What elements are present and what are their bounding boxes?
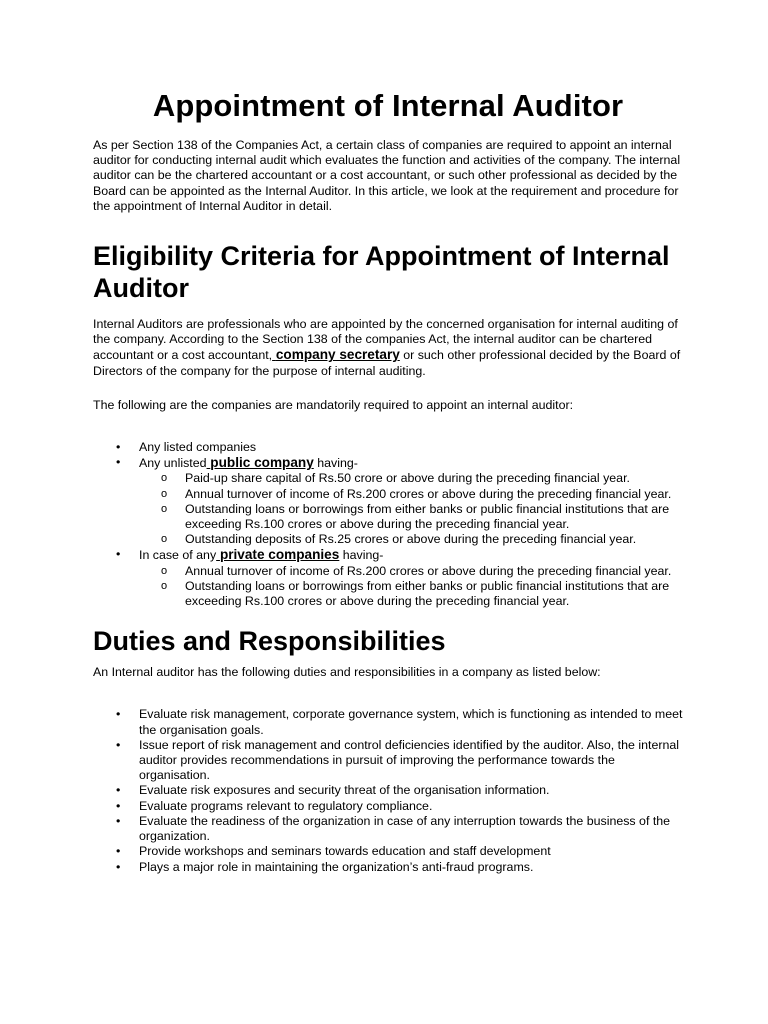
bullet-icon: • bbox=[116, 707, 121, 722]
list-item bbox=[93, 707, 683, 737]
bullet-icon: • bbox=[116, 737, 121, 752]
private-sublist bbox=[139, 564, 683, 610]
bullet-icon: • bbox=[116, 798, 121, 813]
list-item-text: In case of any bbox=[139, 548, 217, 563]
duties-list bbox=[93, 707, 683, 874]
sub-list-item-text: Paid-up share capital of Rs.50 crore or above during the preceding financial year. bbox=[185, 471, 630, 486]
sub-bullet-icon: o bbox=[161, 533, 168, 546]
list-item-text: Evaluate risk management, corporate governance system, which is functioning as intended to meet the organisation goals. bbox=[139, 707, 683, 737]
bullet-icon: • bbox=[116, 813, 121, 828]
page-title: Appointment of Internal Auditor bbox=[152, 88, 624, 123]
sub-list-item-text: Outstanding loans or borrowings from either banks or public financial institutions that are exceeding Rs.100 crores or above during the preceding financial year. bbox=[185, 578, 670, 609]
duties-intro: An Internal auditor has the following duties and responsibilities in a company as listed below: bbox=[93, 665, 601, 680]
list-item-text: Evaluate programs relevant to regulatory compliance. bbox=[139, 798, 433, 813]
sub-bullet-icon: o bbox=[161, 564, 168, 577]
list-item bbox=[93, 738, 683, 784]
mandatory-list bbox=[93, 440, 683, 609]
bullet-icon: • bbox=[116, 844, 121, 859]
eligibility-paragraph bbox=[93, 317, 683, 379]
list-item-text: Any listed companies bbox=[139, 440, 257, 455]
public-company-link-label[interactable]: public company bbox=[210, 455, 314, 471]
sub-list-item-text: Annual turnover of income of Rs.200 crores or above during the preceding financial year. bbox=[185, 486, 672, 501]
sub-bullet-icon: o bbox=[161, 502, 168, 515]
sub-list-item bbox=[139, 471, 683, 486]
intro-paragraph: As per Section 138 of the Companies Act, a certain class of companies are required to appoint an internal auditor for conducting internal audit which evaluates the function and activities of the company. The internal auditor can be the chartered accountant or a cost accountant, or such other professional as decided by the Board can be appointed as the Internal Auditor. In this article, we look at the requirement and procedure for the appointment of Internal Auditor in detail. bbox=[93, 138, 681, 213]
public-company-link[interactable] bbox=[207, 455, 314, 470]
bullet-icon: • bbox=[116, 859, 121, 874]
list-item-text: Issue report of risk management and control deficiencies identified by the auditor. Also, the internal auditor provides recommendations in pursuit of improving the performance towards the organisation. bbox=[139, 737, 679, 783]
sub-list-item-text: Outstanding deposits of Rs.25 crores or above during the preceding financial year. bbox=[185, 532, 637, 547]
sub-list-item-text: Outstanding loans or borrowings from either banks or public financial institutions that are exceeding Rs.100 crores or above during the preceding financial year. bbox=[185, 501, 670, 532]
sub-list-item bbox=[139, 564, 683, 579]
list-item-text: Evaluate the readiness of the organization in case of any interruption towards the business of the organization. bbox=[139, 813, 671, 844]
list-item-text: Plays a major role in maintaining the organization’s anti-fraud programs. bbox=[139, 859, 534, 874]
unlisted-sublist bbox=[139, 471, 683, 547]
document-page bbox=[93, 85, 683, 875]
list-item-text: Any unlisted bbox=[139, 456, 207, 471]
list-item bbox=[93, 440, 683, 455]
list-item bbox=[93, 814, 683, 844]
sub-bullet-icon: o bbox=[161, 579, 168, 592]
list-item bbox=[93, 783, 683, 798]
eligibility-text-after: or such other professional decided by the Board of Directors of the company for the purpose of internal auditing. bbox=[93, 348, 681, 378]
sub-list-item bbox=[139, 487, 683, 502]
company-secretary-link[interactable] bbox=[272, 347, 400, 362]
list-item bbox=[93, 799, 683, 814]
private-companies-link-label[interactable]: private companies bbox=[219, 547, 340, 563]
bullet-icon: • bbox=[116, 547, 121, 562]
list-item-text: Provide workshops and seminars towards education and staff development bbox=[139, 844, 551, 859]
list-item bbox=[93, 547, 683, 609]
list-item-text: Evaluate risk exposures and security threat of the organisation information. bbox=[139, 783, 550, 798]
private-companies-link[interactable] bbox=[216, 547, 339, 562]
list-item-suffix: having- bbox=[339, 548, 384, 563]
sub-list-item bbox=[139, 579, 683, 609]
bullet-icon: • bbox=[116, 783, 121, 798]
duties-heading: Duties and Responsibilities bbox=[93, 626, 446, 657]
eligibility-text-before: Internal Auditors are professionals who are appointed by the concerned organisation for internal auditing of the company. According to the Section 138 of the companies Act, the internal auditor can be chartered accountant or a cost accountant, bbox=[93, 317, 678, 363]
bullet-icon: • bbox=[116, 440, 121, 455]
mandatory-intro: The following are the companies are mandatorily required to appoint an internal auditor: bbox=[93, 397, 574, 412]
list-item-suffix: having- bbox=[313, 456, 358, 471]
list-item bbox=[93, 860, 683, 875]
sub-list-item-text: Annual turnover of income of Rs.200 crores or above during the preceding financial year. bbox=[185, 563, 672, 578]
sub-bullet-icon: o bbox=[161, 487, 168, 500]
list-item bbox=[93, 844, 683, 859]
company-secretary-link-label[interactable]: company secretary bbox=[275, 347, 400, 363]
eligibility-heading: Eligibility Criteria for Appointment of Internal Auditor bbox=[93, 241, 670, 304]
list-item bbox=[93, 455, 683, 547]
sub-list-item bbox=[139, 502, 683, 532]
sub-list-item bbox=[139, 532, 683, 547]
bullet-icon: • bbox=[116, 455, 121, 470]
sub-bullet-icon: o bbox=[161, 472, 168, 485]
